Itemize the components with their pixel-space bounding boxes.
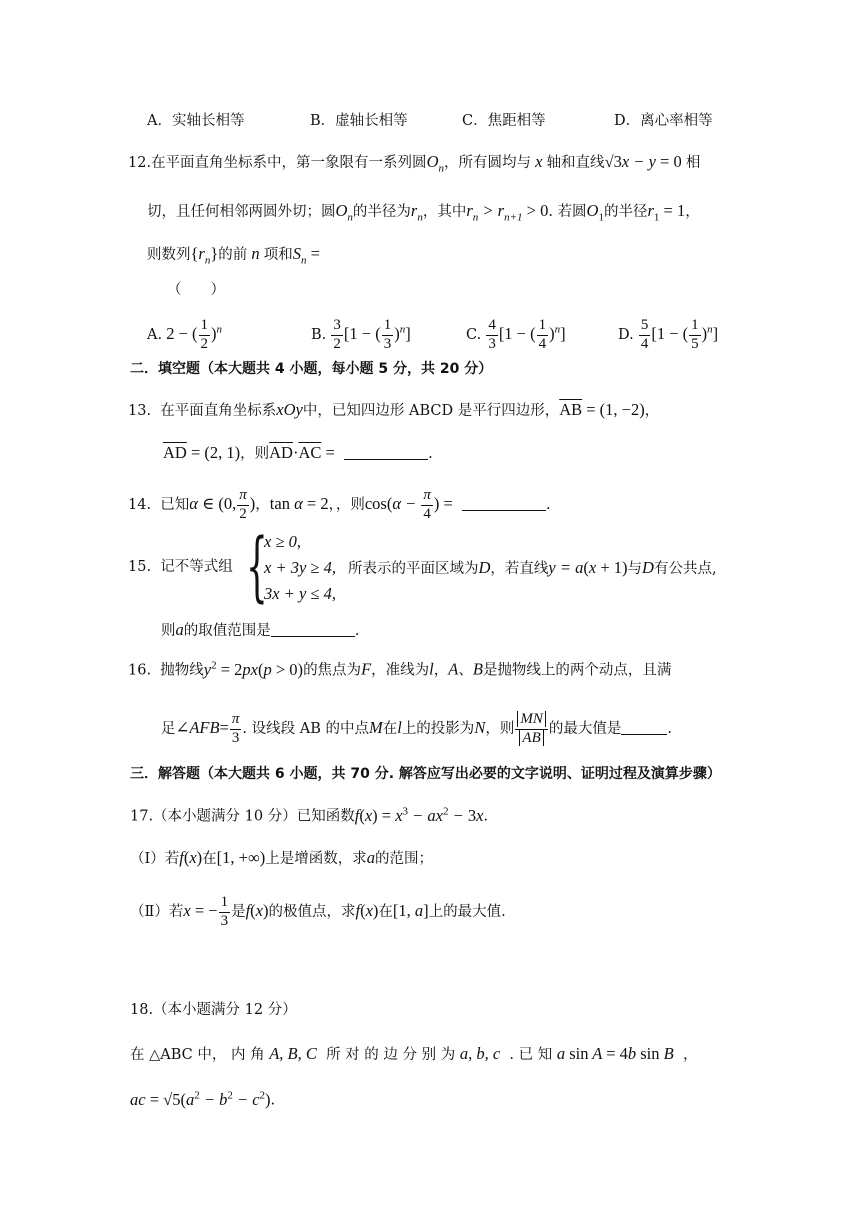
text: 上是增函数，求 bbox=[265, 851, 367, 867]
question-17-head: 17.（本小题满分 10 分）已知函数$f(x) = x^3 - ax^2 - 3x$. bbox=[130, 805, 489, 825]
text: . bbox=[546, 497, 551, 514]
text: ，则 bbox=[485, 721, 515, 738]
answer-paren: （ ） bbox=[167, 282, 225, 298]
section-3-heading: 三．解答题（本大题共 6 小题，共 70 分. 解答应写出必要的文字说明、证明过程及演算步骤） bbox=[130, 766, 721, 782]
question-14: 14. 已知α ∈ (0, $\frac{\pi}{2}$ )，tan α = 2，，则cos(α − $\frac{\pi}{4}$ ) = . bbox=[128, 487, 551, 522]
text: . bbox=[483, 808, 489, 825]
question-number: 16. bbox=[128, 662, 152, 679]
question-18-line1: 在 △ABC 中， 内 角 A, B, C 所 对 的 边 分 别 为 a, b, c . 已 知 a sin A = 4b sin B ， bbox=[130, 1044, 698, 1063]
question-12-line1: 12.在平面直角坐标系中，第一象限有一系列圆$O_n$，所有圆均与 x 轴和直线√3x − y = 0 相 bbox=[128, 152, 701, 175]
text: ，则 bbox=[240, 446, 270, 462]
option-label: D. bbox=[618, 327, 634, 344]
text: 的焦点为 bbox=[303, 662, 362, 679]
text: 在 bbox=[382, 721, 398, 738]
q12-option-d: D. $\frac{5}{4}$ [1 − ( $\frac{1}{5}$ )$^n$] bbox=[618, 317, 719, 352]
question-18-head: 18.（本小题满分 12 分） bbox=[130, 1002, 297, 1018]
option-c: C．焦距相等 bbox=[462, 113, 546, 129]
text: ， bbox=[682, 1047, 698, 1063]
system-line-2: x + 3y ≥ 4, bbox=[264, 558, 336, 577]
question-16-line2: 足∠AFB= $\frac{\pi}{3}$ . 设线段 AB 的中点M在l上的投影为N，则 $\frac{MN}{AB}$ 的最大值是 . bbox=[161, 711, 672, 746]
text: 已知 bbox=[160, 497, 190, 514]
text: 所 对 的 边 分 别 为 bbox=[326, 1047, 456, 1063]
option-label: A. bbox=[147, 327, 163, 344]
question-13-line2: $\overline{AD} = (2$, 1)，则$\overline{AD}\cdot\overline{AC}$ = . bbox=[163, 443, 433, 462]
text: 相 bbox=[685, 155, 701, 171]
system-line-1: x ≥ 0, bbox=[264, 532, 302, 551]
q12-option-c: C. $\frac{4}{3}$ [1 − ( $\frac{1}{4}$ )$^n$] bbox=[466, 317, 566, 352]
question-16-line1: 16. 抛物线$y^2 = 2px(p > 0)$的焦点为F，准线为l，A、B是抛物线上的两个动点，且满 bbox=[128, 659, 672, 679]
option-a: A．实轴长相等 bbox=[147, 113, 245, 129]
text: 的半径 bbox=[603, 204, 648, 220]
text: ，准线为 bbox=[371, 662, 430, 679]
text: . bbox=[354, 623, 360, 639]
system-line-3: 3x + y ≤ 4, bbox=[264, 584, 336, 603]
text: 17.（本小题满分 10 分）已知函数 bbox=[130, 808, 355, 825]
question-12-line2: 切，且任何相邻两圆外切；圆$O_n$的半径为$r_n$，其中$r_n > r_{n+1} > 0$. 若圆$O_1$的半径$r_1 = 1$， bbox=[147, 201, 700, 224]
q12-option-a: A. 2 − ( $\frac{1}{2}$ )$^n$ bbox=[147, 317, 223, 352]
question-17-part-2: （Ⅱ）若x = − $\frac{1}{3}$ 是f(x)的极值点，求f(x)在[1, a]上的最大值. bbox=[130, 894, 506, 929]
question-number: 15. bbox=[128, 559, 152, 575]
text: 的半径为 bbox=[352, 204, 411, 220]
text: 在 bbox=[202, 851, 217, 867]
text: . bbox=[270, 1092, 276, 1109]
option-b: B．虚轴长相等 bbox=[310, 113, 408, 129]
text: 所表示的平面区域为 bbox=[348, 561, 479, 577]
question-number: 14. bbox=[128, 497, 152, 514]
text: 是 bbox=[231, 904, 246, 921]
text: 的取值范围是 bbox=[183, 623, 271, 639]
text: . bbox=[667, 721, 672, 738]
text: （Ⅱ）若 bbox=[130, 904, 184, 921]
text: ，所有圆均与 bbox=[443, 155, 531, 171]
text: ， bbox=[644, 403, 660, 419]
text: 则 bbox=[161, 623, 176, 639]
text: 的最大值是 bbox=[548, 721, 622, 738]
text: 、 bbox=[458, 662, 473, 679]
text: . 若圆 bbox=[548, 204, 587, 220]
answer-blank[interactable] bbox=[621, 734, 667, 735]
text: 有公共点, bbox=[653, 561, 717, 577]
text: 在 bbox=[378, 904, 393, 921]
question-15-label bbox=[128, 560, 233, 575]
text: ， bbox=[685, 204, 700, 220]
section-2-heading: 二．填空题（本大题共 4 小题，每小题 5 分，共 20 分） bbox=[130, 361, 493, 377]
answer-blank[interactable] bbox=[271, 636, 355, 637]
text: ， bbox=[255, 497, 270, 514]
question-12-line3: 则数列$\{r_n\}$的前 n 项和$S_n$ = bbox=[147, 244, 320, 267]
text: 轴和直线 bbox=[546, 155, 605, 171]
text: 的范围； bbox=[374, 851, 433, 867]
text: . 设线段 AB 的中点 bbox=[242, 721, 369, 738]
question-number: 13. bbox=[128, 403, 152, 419]
text: 的极值点，求 bbox=[268, 904, 356, 921]
text: 在 △ABC 中， 内 角 bbox=[130, 1047, 265, 1063]
brace: { bbox=[246, 521, 268, 610]
text: 足 bbox=[161, 721, 176, 738]
question-13-line1: 13. 在平面直角坐标系xOy中，已知四边形 ABCD 是平行四边形，$\overline{AB} = (1$, −2)， bbox=[128, 400, 660, 419]
text: 项和 bbox=[263, 247, 293, 263]
answer-blank[interactable] bbox=[344, 459, 428, 460]
question-15-line1: 所表示的平面区域为D，若直线y = a(x + 1)与D有公共点, bbox=[348, 558, 717, 577]
text: ， bbox=[433, 662, 449, 679]
text: ，其中 bbox=[422, 204, 467, 220]
text: . bbox=[428, 446, 433, 462]
text: 记不等式组 bbox=[160, 559, 233, 575]
text: ，若直线 bbox=[490, 561, 549, 577]
text: 与 bbox=[627, 561, 643, 577]
text: 在平面直角坐标系中，第一象限有一系列圆 bbox=[151, 155, 427, 171]
option-label: B. bbox=[311, 327, 327, 344]
text: . 已 知 bbox=[509, 1047, 553, 1063]
question-number: 12. bbox=[128, 155, 152, 171]
text: 是抛物线上的两个动点，且满 bbox=[482, 662, 672, 679]
q12-option-b: B. $\frac{3}{2}$ [1 − ( $\frac{1}{3}$ )$^n$] bbox=[311, 317, 411, 352]
text: 中，已知四边形 ABCD 是平行四边形， bbox=[302, 403, 560, 419]
text: 上的投影为 bbox=[401, 721, 475, 738]
text: 在平面直角坐标系 bbox=[160, 403, 277, 419]
option-d: D．离心率相等 bbox=[614, 113, 713, 129]
question-18-line2: ac = $√5(a^2 - b^2 - c^2)$. bbox=[130, 1089, 276, 1109]
text: 则数列 bbox=[147, 247, 191, 263]
text: ，，则 bbox=[328, 497, 365, 514]
text: 抛物线 bbox=[160, 662, 204, 679]
option-label: C. bbox=[466, 327, 482, 344]
text: 的前 bbox=[218, 247, 248, 263]
text: 上的最大值. bbox=[428, 904, 506, 921]
text: 切，且任何相邻两圆外切；圆 bbox=[147, 204, 336, 220]
text: （Ⅰ）若 bbox=[130, 851, 180, 867]
question-15-line2: 则a的取值范围是 . bbox=[161, 620, 360, 639]
answer-blank[interactable] bbox=[462, 510, 546, 511]
question-17-part-1: （Ⅰ）若f(x)在[1, +∞)上是增函数，求a的范围； bbox=[130, 848, 433, 867]
